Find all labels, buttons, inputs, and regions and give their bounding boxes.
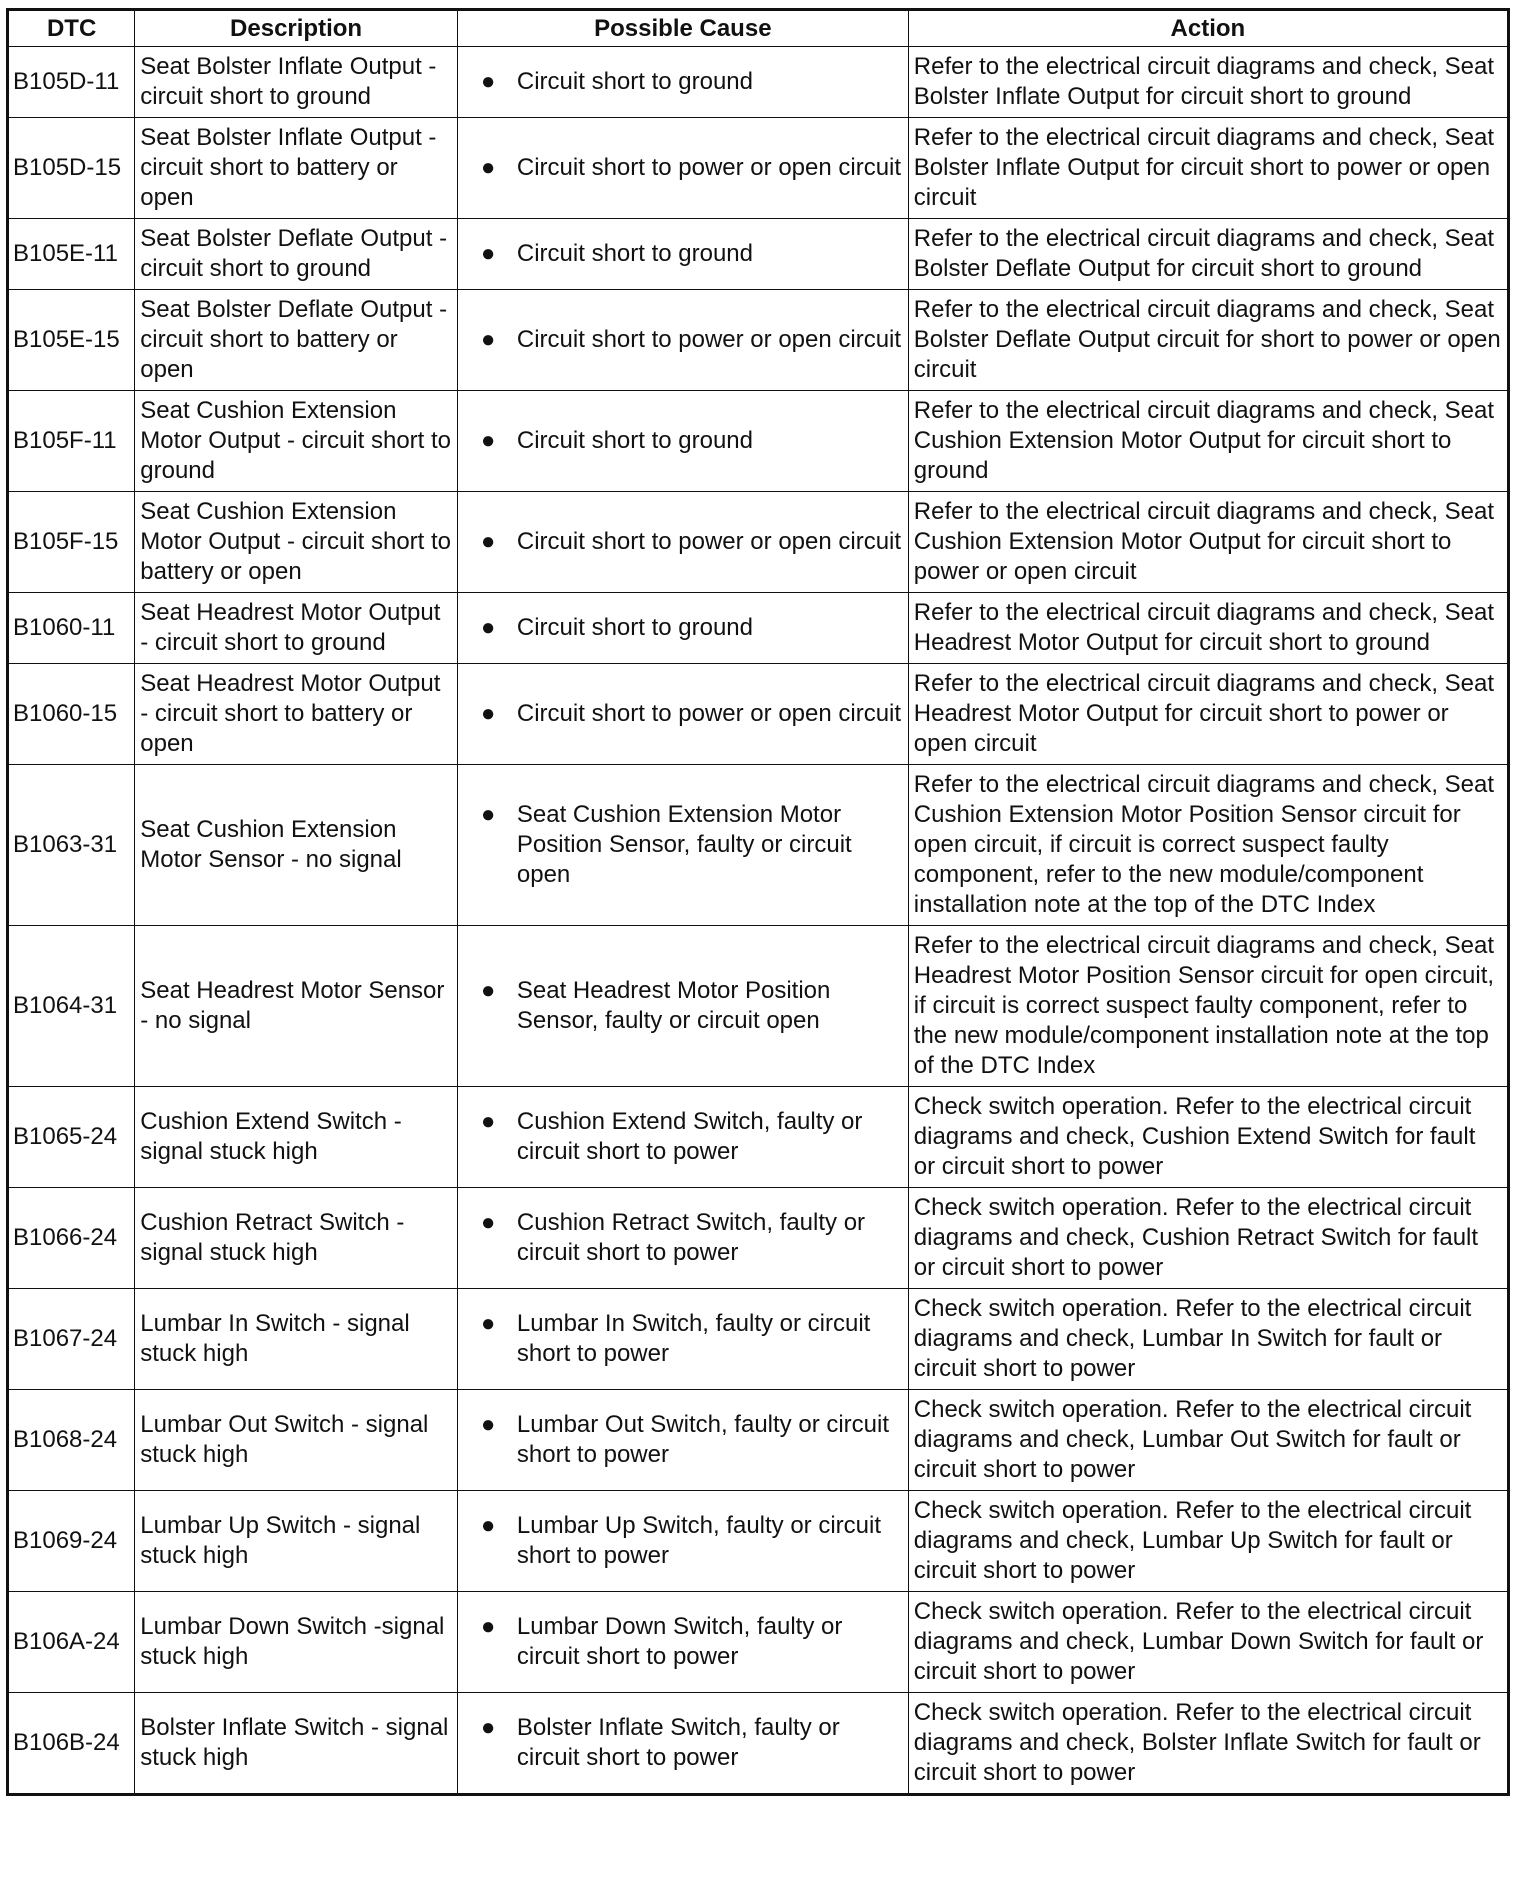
action-text: Check switch operation. Refer to the electrical circuit diagrams and check, Bolster Inflate Switch for fault or circuit short to power — [908, 1693, 1508, 1795]
bullet-icon: ● — [480, 1310, 496, 1337]
possible-cause: Seat Headrest Motor Position Sensor, faulty or circuit open — [516, 977, 831, 1034]
dtc-code: B106A-24 — [8, 1592, 135, 1693]
dtc-description: Seat Cushion Extension Motor Output - circuit short to ground — [135, 391, 458, 492]
dtc-description: Lumbar Out Switch - signal stuck high — [135, 1390, 458, 1491]
action-text: Refer to the electrical circuit diagrams and check, Seat Bolster Deflate Output for circuit short to ground — [908, 219, 1508, 290]
possible-cause: Circuit short to power or open circuit — [516, 154, 902, 181]
action-text: Check switch operation. Refer to the electrical circuit diagrams and check, Lumbar Out Switch for fault or circuit short to power — [908, 1390, 1508, 1491]
possible-cause-cell — [457, 391, 908, 492]
possible-cause: Seat Cushion Extension Motor Position Sensor, faulty or circuit open — [516, 801, 852, 888]
dtc-code: B1068-24 — [8, 1390, 135, 1491]
table-row — [8, 593, 1509, 664]
action-text: Refer to the electrical circuit diagrams and check, Seat Headrest Motor Position Sensor circuit for open circuit, if circuit is correct suspect faulty component, refer to the new module/component installation note at the top of the DTC Index — [908, 926, 1508, 1087]
possible-cause: Circuit short to ground — [516, 614, 753, 641]
bullet-icon: ● — [480, 700, 496, 727]
possible-cause: Circuit short to ground — [516, 240, 753, 267]
dtc-code: B106B-24 — [8, 1693, 135, 1795]
table-row — [8, 47, 1509, 118]
table-header — [8, 10, 1509, 47]
dtc-code: B105E-11 — [8, 219, 135, 290]
dtc-description: Seat Bolster Deflate Output - circuit short to battery or open — [135, 290, 458, 391]
possible-cause-cell — [457, 1491, 908, 1592]
bullet-icon: ● — [480, 1209, 496, 1236]
dtc-code: B1066-24 — [8, 1188, 135, 1289]
possible-cause-cell — [457, 1693, 908, 1795]
possible-cause-cell — [457, 492, 908, 593]
dtc-description: Lumbar In Switch - signal stuck high — [135, 1289, 458, 1390]
possible-cause-cell — [457, 593, 908, 664]
possible-cause-cell — [457, 219, 908, 290]
cause-item — [463, 527, 904, 557]
dtc-table — [6, 8, 1510, 1796]
header-row — [8, 10, 1509, 47]
table-row — [8, 492, 1509, 593]
bullet-icon: ● — [480, 1411, 496, 1438]
bullet-icon: ● — [480, 528, 496, 555]
header-description: Description — [135, 10, 458, 47]
bullet-icon: ● — [480, 326, 496, 353]
possible-cause: Circuit short to ground — [516, 427, 753, 454]
table-row — [8, 1087, 1509, 1188]
possible-cause: Lumbar Out Switch, faulty or circuit short to power — [516, 1411, 890, 1468]
possible-cause: Lumbar Down Switch, faulty or circuit short to power — [516, 1613, 843, 1670]
bullet-icon: ● — [480, 1512, 496, 1539]
cause-item — [463, 1107, 904, 1167]
dtc-code: B1067-24 — [8, 1289, 135, 1390]
action-text: Refer to the electrical circuit diagrams and check, Seat Bolster Deflate Output circuit for short to power or open circuit — [908, 290, 1508, 391]
dtc-code: B105F-11 — [8, 391, 135, 492]
cause-item — [463, 239, 904, 269]
bullet-icon: ● — [480, 427, 496, 454]
possible-cause-cell — [457, 1188, 908, 1289]
possible-cause: Circuit short to ground — [516, 68, 753, 95]
bullet-icon: ● — [480, 1108, 496, 1135]
bullet-icon: ● — [480, 1714, 496, 1741]
table-row — [8, 664, 1509, 765]
possible-cause: Circuit short to power or open circuit — [516, 700, 902, 727]
dtc-description: Seat Cushion Extension Motor Sensor - no signal — [135, 765, 458, 926]
possible-cause: Lumbar In Switch, faulty or circuit short to power — [516, 1310, 871, 1367]
possible-cause: Cushion Retract Switch, faulty or circuit short to power — [516, 1209, 866, 1266]
possible-cause-cell — [457, 926, 908, 1087]
table-row — [8, 118, 1509, 219]
table-row — [8, 1188, 1509, 1289]
dtc-code: B1064-31 — [8, 926, 135, 1087]
action-text: Refer to the electrical circuit diagrams and check, Seat Bolster Inflate Output for circuit short to power or open circuit — [908, 118, 1508, 219]
dtc-code: B105F-15 — [8, 492, 135, 593]
action-text: Refer to the electrical circuit diagrams and check, Seat Headrest Motor Output for circuit short to ground — [908, 593, 1508, 664]
possible-cause-cell — [457, 118, 908, 219]
possible-cause-cell — [457, 290, 908, 391]
dtc-description: Seat Bolster Inflate Output - circuit short to battery or open — [135, 118, 458, 219]
dtc-code: B1069-24 — [8, 1491, 135, 1592]
cause-item — [463, 613, 904, 643]
dtc-code: B105D-11 — [8, 47, 135, 118]
possible-cause-cell — [457, 664, 908, 765]
dtc-code: B1063-31 — [8, 765, 135, 926]
dtc-description: Bolster Inflate Switch - signal stuck high — [135, 1693, 458, 1795]
dtc-description: Lumbar Down Switch -signal stuck high — [135, 1592, 458, 1693]
dtc-description: Seat Headrest Motor Output - circuit short to ground — [135, 593, 458, 664]
possible-cause-cell — [457, 1592, 908, 1693]
dtc-code: B1060-15 — [8, 664, 135, 765]
cause-item — [463, 1511, 904, 1571]
possible-cause: Lumbar Up Switch, faulty or circuit short to power — [516, 1512, 882, 1569]
action-text: Check switch operation. Refer to the electrical circuit diagrams and check, Lumbar Up Switch for fault or circuit short to power — [908, 1491, 1508, 1592]
action-text: Check switch operation. Refer to the electrical circuit diagrams and check, Cushion Extend Switch for fault or circuit short to power — [908, 1087, 1508, 1188]
possible-cause-cell — [457, 1390, 908, 1491]
dtc-description: Seat Bolster Deflate Output - circuit short to ground — [135, 219, 458, 290]
dtc-description: Seat Headrest Motor Sensor - no signal — [135, 926, 458, 1087]
cause-item — [463, 976, 904, 1036]
bullet-icon: ● — [480, 801, 496, 828]
table-row — [8, 1491, 1509, 1592]
possible-cause: Cushion Extend Switch, faulty or circuit short to power — [516, 1108, 863, 1165]
cause-item — [463, 1713, 904, 1773]
possible-cause: Circuit short to power or open circuit — [516, 326, 902, 353]
header-dtc: DTC — [8, 10, 135, 47]
dtc-code: B1065-24 — [8, 1087, 135, 1188]
action-text: Check switch operation. Refer to the electrical circuit diagrams and check, Lumbar In Switch for fault or circuit short to power — [908, 1289, 1508, 1390]
bullet-icon: ● — [480, 1613, 496, 1640]
table-row — [8, 765, 1509, 926]
dtc-description: Cushion Extend Switch - signal stuck high — [135, 1087, 458, 1188]
table-body — [8, 47, 1509, 1795]
table-row — [8, 219, 1509, 290]
action-text: Refer to the electrical circuit diagrams and check, Seat Cushion Extension Motor Output for circuit short to power or open circuit — [908, 492, 1508, 593]
table-row — [8, 1289, 1509, 1390]
possible-cause: Circuit short to power or open circuit — [516, 528, 902, 555]
dtc-code: B105D-15 — [8, 118, 135, 219]
action-text: Check switch operation. Refer to the electrical circuit diagrams and check, Lumbar Down Switch for fault or circuit short to power — [908, 1592, 1508, 1693]
possible-cause-cell — [457, 1289, 908, 1390]
header-possible-cause: Possible Cause — [457, 10, 908, 47]
action-text: Refer to the electrical circuit diagrams and check, Seat Headrest Motor Output for circuit short to power or open circuit — [908, 664, 1508, 765]
cause-item — [463, 153, 904, 183]
cause-item — [463, 325, 904, 355]
cause-item — [463, 1410, 904, 1470]
possible-cause: Bolster Inflate Switch, faulty or circuit short to power — [516, 1714, 840, 1771]
dtc-description: Lumbar Up Switch - signal stuck high — [135, 1491, 458, 1592]
table-row — [8, 1693, 1509, 1795]
table-row — [8, 290, 1509, 391]
bullet-icon: ● — [480, 614, 496, 641]
dtc-code: B1060-11 — [8, 593, 135, 664]
cause-item — [463, 1612, 904, 1672]
bullet-icon: ● — [480, 154, 496, 181]
action-text: Refer to the electrical circuit diagrams and check, Seat Cushion Extension Motor Position Sensor circuit for open circuit, if circuit is correct suspect faulty component, refer to the new module/component installation note at the top of the DTC Index — [908, 765, 1508, 926]
cause-item — [463, 800, 904, 890]
possible-cause-cell — [457, 1087, 908, 1188]
possible-cause-cell — [457, 765, 908, 926]
table-row — [8, 926, 1509, 1087]
cause-item — [463, 1208, 904, 1268]
dtc-code: B105E-15 — [8, 290, 135, 391]
dtc-description: Seat Bolster Inflate Output - circuit short to ground — [135, 47, 458, 118]
possible-cause-cell — [457, 47, 908, 118]
cause-item — [463, 1309, 904, 1369]
dtc-description: Seat Headrest Motor Output - circuit short to battery or open — [135, 664, 458, 765]
action-text: Check switch operation. Refer to the electrical circuit diagrams and check, Cushion Retract Switch for fault or circuit short to power — [908, 1188, 1508, 1289]
bullet-icon: ● — [480, 68, 496, 95]
table-row — [8, 1592, 1509, 1693]
bullet-icon: ● — [480, 977, 496, 1004]
cause-item — [463, 67, 904, 97]
action-text: Refer to the electrical circuit diagrams and check, Seat Cushion Extension Motor Output for circuit short to ground — [908, 391, 1508, 492]
header-action: Action — [908, 10, 1508, 47]
table-row — [8, 1390, 1509, 1491]
bullet-icon: ● — [480, 240, 496, 267]
table-row — [8, 391, 1509, 492]
cause-item — [463, 426, 904, 456]
action-text: Refer to the electrical circuit diagrams and check, Seat Bolster Inflate Output for circuit short to ground — [908, 47, 1508, 118]
dtc-description: Cushion Retract Switch - signal stuck high — [135, 1188, 458, 1289]
cause-item — [463, 699, 904, 729]
dtc-description: Seat Cushion Extension Motor Output - circuit short to battery or open — [135, 492, 458, 593]
